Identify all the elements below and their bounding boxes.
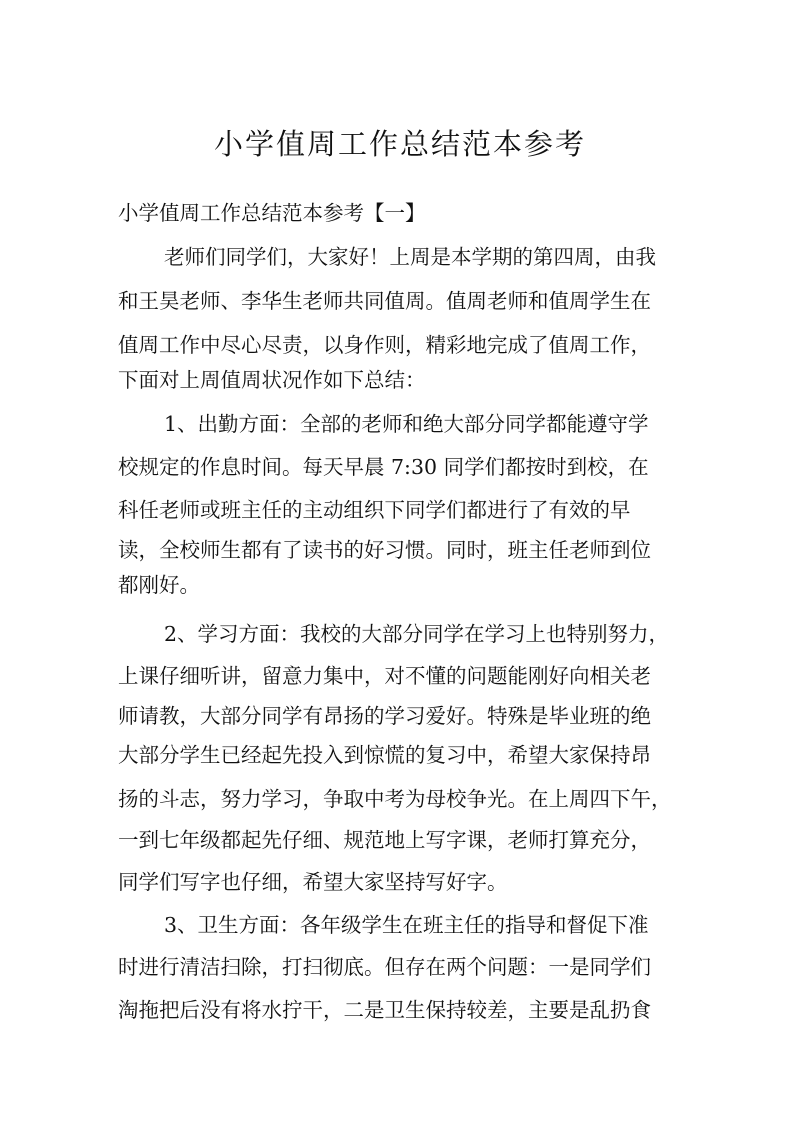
text-line: 淘拖把后没有将水拧干，二是卫生保持较差，主要是乱扔食 bbox=[118, 998, 651, 1022]
text-line: 校规定的作息时间。每天早晨 7:30 同学们都按时到校，在 bbox=[118, 455, 649, 479]
text-line: 上课仔细听讲，留意力集中，对不懂的问题能刚好向相关老 bbox=[118, 664, 651, 688]
text-line: 时进行清洁扫除，打扫彻底。但存在两个问题：一是同学们 bbox=[118, 955, 651, 979]
text-line: 大部分学生已经起先投入到惊慌的复习中，希望大家保持昂 bbox=[118, 743, 651, 767]
text-line: 科任老师或班主任的主动组织下同学们都进行了有效的早 bbox=[118, 498, 631, 522]
text-line: 师请教，大部分同学有昂扬的学习爱好。特殊是毕业班的绝 bbox=[118, 704, 651, 728]
text-line: 1、出勤方面：全部的老师和绝大部分同学都能遵守学 bbox=[164, 412, 649, 436]
section-heading: 小学值周工作总结范本参考【一】 bbox=[118, 201, 426, 225]
document-title: 小学值周工作总结范本参考 bbox=[213, 127, 586, 161]
text-line: 都刚好。 bbox=[118, 573, 200, 597]
text-line: 值周工作中尽心尽责，以身作则，精彩地完成了值周工作， bbox=[118, 333, 651, 357]
text-line: 和王昊老师、李华生老师共同值周。值周老师和值周学生在 bbox=[118, 289, 651, 313]
text-line: 下面对上周值周状况作如下总结： bbox=[118, 368, 426, 392]
text-line: 3、卫生方面：各年级学生在班主任的指导和督促下准 bbox=[164, 913, 649, 937]
text-line: 扬的斗志，努力学习，争取中考为母校争光。在上周四下午， bbox=[118, 787, 672, 811]
text-line: 2、学习方面：我校的大部分同学在学习上也特别努力， bbox=[164, 622, 670, 646]
text-line: 读，全校师生都有了读书的好习惯。同时，班主任老师到位 bbox=[118, 538, 651, 562]
text-line: 一到七年级都起先仔细、规范地上写字课，老师打算充分， bbox=[118, 828, 651, 852]
text-line: 同学们写字也仔细，希望大家坚持写好字。 bbox=[118, 870, 508, 894]
text-line: 老师们同学们，大家好！上周是本学期的第四周，由我 bbox=[164, 245, 656, 269]
